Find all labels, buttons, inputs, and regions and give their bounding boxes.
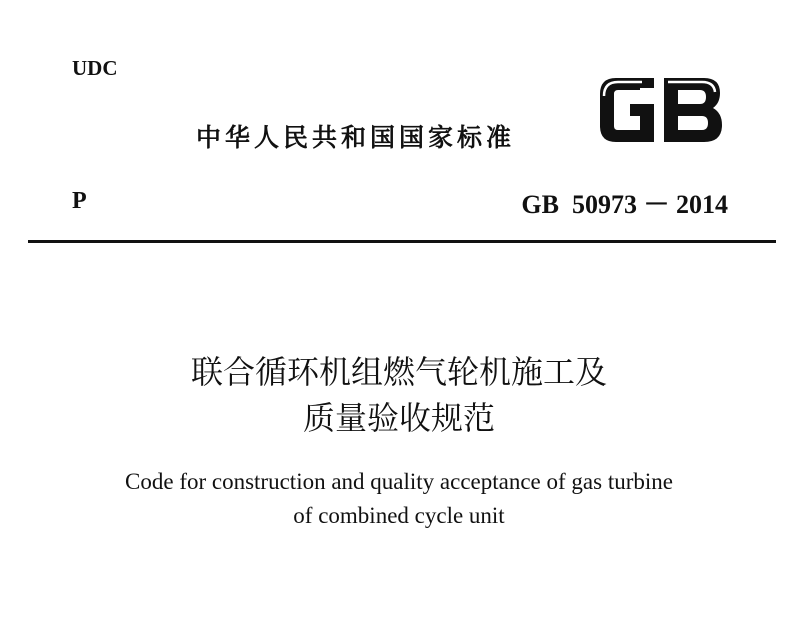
title-english-line-1: Code for construction and quality acceptance of gas turbine <box>125 469 673 494</box>
title-english-line-2: of combined cycle unit <box>293 503 505 528</box>
standard-number: GB 50973 － 2014 <box>521 190 728 219</box>
gb-logo <box>596 74 726 146</box>
gb-logo-icon <box>596 74 726 146</box>
title-chinese-line-2: 质量验收规范 <box>302 399 495 437</box>
issuer-title: 中华人民共和国国家标准 <box>196 123 516 152</box>
classification-code: P <box>72 188 87 214</box>
title-chinese-line-1: 联合循环机组燃气轮机施工及 <box>190 353 607 391</box>
udc-label: UDC <box>72 56 118 80</box>
header-divider <box>28 240 776 243</box>
